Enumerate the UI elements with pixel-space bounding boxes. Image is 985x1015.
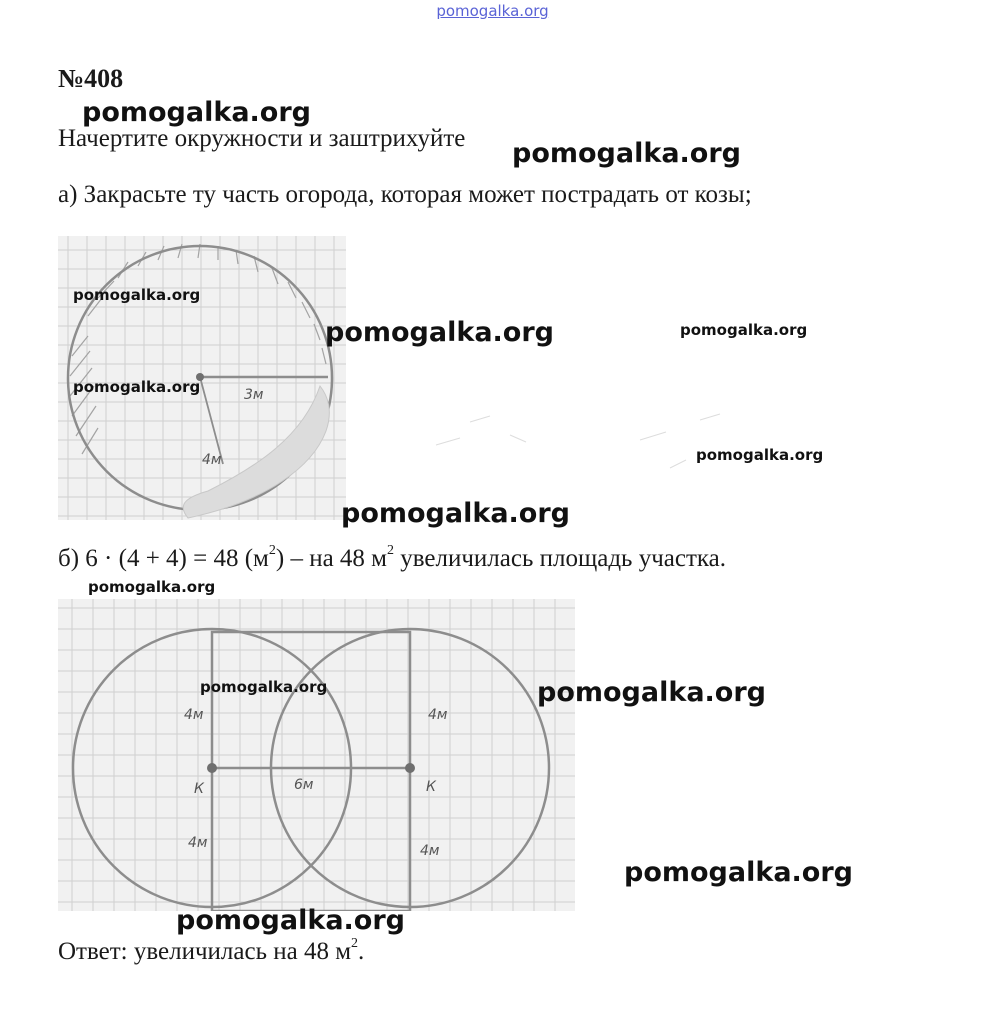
answer-text [58,938,364,966]
figure-b-label-center: 6м [294,777,314,793]
figure-b-label-bottom-left: 4м [188,835,208,851]
figure-b-label-top-right: 4м [428,707,448,723]
watermark: pomogalka.org [82,97,311,128]
part-b-formula-start: б) 6 · (4 + 4) = 48 (м [58,545,269,572]
figure-b-label-bottom-right: 4м [420,843,440,859]
part-b-formula-end: увеличилась площадь участка. [394,545,727,572]
watermark: pomogalka.org [624,857,853,888]
figure-b-point-left [207,763,217,773]
watermark: pomogalka.org [341,498,570,529]
figure-b-label-point-right: К [426,779,436,795]
watermark: pomogalka.org [88,578,216,596]
figure-a-label-4m: 4м [202,452,222,468]
part-b-text [58,545,726,573]
task-number: №408 [58,64,124,93]
figure-b-drawing [58,599,575,911]
watermark: pomogalka.org [696,446,824,464]
watermark: pomogalka.org [512,138,741,169]
part-b-formula-mid: ) – на 48 м [275,545,387,572]
part-b-exponent-1: 2 [268,543,276,558]
figure-b-point-right [405,763,415,773]
answer-text-end: . [358,938,365,965]
figure-b-label-top-left: 4м [184,707,204,723]
instruction-text: Начертите окружности и заштрихуйте [58,125,466,152]
watermark: pomogalka.org [73,286,201,304]
watermark: pomogalka.org [73,378,201,396]
watermark: pomogalka.org [680,321,808,339]
part-b-exponent-2: 2 [387,543,394,558]
answer-text-main: Ответ: увеличилась на 48 м [58,938,352,965]
figure-b-label-point-left: К [194,781,204,797]
watermark: pomogalka.org [325,317,554,348]
watermark: pomogalka.org [200,678,328,696]
site-header-link[interactable]: pomogalka.org [436,2,549,20]
figure-a-label-3m: 3м [244,387,264,403]
answer-exponent: 2 [351,936,359,951]
watermark: pomogalka.org [176,905,405,936]
watermark: pomogalka.org [537,677,766,708]
scan-artifacts [430,400,750,490]
part-a-text: а) Закрасьте ту часть огорода, которая может пострадать от козы; [58,181,752,208]
